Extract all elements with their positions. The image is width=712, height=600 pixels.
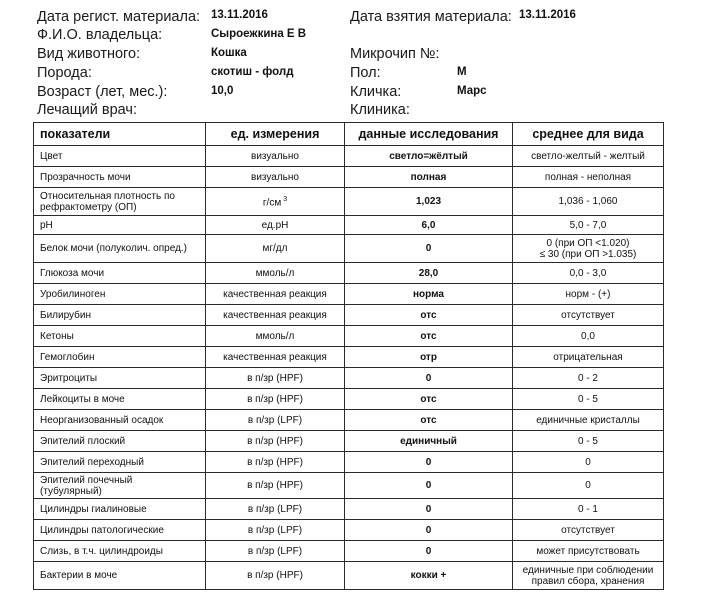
table-row <box>34 188 664 216</box>
table-row <box>34 410 664 431</box>
row-unit: в п/зр (HPF) <box>206 389 345 410</box>
table-row <box>34 284 664 305</box>
header-units: ед. измерения <box>206 123 345 146</box>
table-row <box>34 452 664 473</box>
row-value: светло=жёлтый <box>345 146 513 167</box>
breed-value: скотиш - фолд <box>211 66 294 78</box>
row-norm: 0 <box>513 452 664 473</box>
row-norm: отрицательная <box>513 347 664 368</box>
row-value: 0 <box>345 499 513 520</box>
row-value: 0 <box>345 452 513 473</box>
row-value: 0 <box>345 520 513 541</box>
table-row <box>34 326 664 347</box>
row-unit: качественная реакция <box>206 347 345 368</box>
row-unit: в п/зр (LPF) <box>206 410 345 431</box>
doctor-label: Лечащий врач: <box>37 102 137 118</box>
row-name: Бактерии в моче <box>34 562 206 590</box>
row-value: отр <box>345 347 513 368</box>
row-norm-line1: 0 (при ОП <1.020) <box>546 237 630 249</box>
row-name: Эритроциты <box>34 368 206 389</box>
sex-label: Пол: <box>350 65 381 81</box>
results-table <box>33 122 664 590</box>
row-name: Цилиндры патологические <box>34 520 206 541</box>
row-unit: мг/дл <box>206 235 345 263</box>
row-norm <box>513 562 664 590</box>
header-indicators: показатели <box>34 123 206 146</box>
table-header-row <box>34 123 664 146</box>
age-label: Возраст (лет, мес.): <box>37 84 168 100</box>
table-row <box>34 541 664 562</box>
row-value: отс <box>345 326 513 347</box>
row-value: 0 <box>345 368 513 389</box>
row-value: норма <box>345 284 513 305</box>
nickname-label: Кличка: <box>350 84 402 100</box>
row-unit: в п/зр (HPF) <box>206 452 345 473</box>
species-value: Кошка <box>211 47 247 59</box>
row-unit: в п/зр (LPF) <box>206 520 345 541</box>
row-unit: визуально <box>206 167 345 188</box>
header-species-norm: среднее для вида <box>513 123 664 146</box>
row-name: Относительная плотность по рефрактометру (ОП) <box>34 188 206 216</box>
owner-label: Ф.И.О. владельца: <box>37 27 163 43</box>
table-row <box>34 305 664 326</box>
reg-date-value: 13.11.2016 <box>211 9 268 21</box>
row-norm: отсутствует <box>513 520 664 541</box>
table-row <box>34 347 664 368</box>
row-name: Лейкоциты в моче <box>34 389 206 410</box>
row-value: единичный <box>345 431 513 452</box>
row-norm: 1,036 - 1,060 <box>513 188 664 216</box>
row-norm: может присутствовать <box>513 541 664 562</box>
row-name: Неорганизованный осадок <box>34 410 206 431</box>
row-value: 28,0 <box>345 263 513 284</box>
table-row <box>34 167 664 188</box>
table-row <box>34 520 664 541</box>
row-norm: 0 - 5 <box>513 431 664 452</box>
table-row <box>34 431 664 452</box>
row-norm <box>513 235 664 263</box>
row-name: Цилиндры гиалиновые <box>34 499 206 520</box>
row-unit-text: г/см <box>262 197 282 209</box>
row-unit: в п/зр (LPF) <box>206 541 345 562</box>
table-row <box>34 368 664 389</box>
row-norm: норм - (+) <box>513 284 664 305</box>
row-name: Белок мочи (полуколич. опред.) <box>34 235 206 263</box>
row-name: pH <box>34 216 206 235</box>
row-value: кокки + <box>345 562 513 590</box>
row-value: 0 <box>345 473 513 499</box>
row-name: Эпителий плоский <box>34 431 206 452</box>
clinic-label: Клиника: <box>350 102 410 118</box>
row-value: полная <box>345 167 513 188</box>
row-name <box>34 473 206 499</box>
row-unit: в п/зр (LPF) <box>206 499 345 520</box>
table-row <box>34 562 664 590</box>
row-norm: 0,0 <box>513 326 664 347</box>
table-row <box>34 389 664 410</box>
reg-date-label: Дата регист. материала: <box>37 9 201 25</box>
take-date-value: 13.11.2016 <box>519 9 576 21</box>
table-row <box>34 263 664 284</box>
row-norm-line2: ≤ 30 (при ОП >1.035) <box>539 248 637 260</box>
row-value: отс <box>345 305 513 326</box>
row-unit: в п/зр (HPF) <box>206 562 345 590</box>
row-norm: единичные кристаллы <box>513 410 664 431</box>
row-name: Эпителий переходный <box>34 452 206 473</box>
row-name-line2: (тубулярный) <box>40 485 102 497</box>
row-unit <box>206 188 345 216</box>
row-unit: в п/зр (HPF) <box>206 368 345 389</box>
row-norm: 0 - 2 <box>513 368 664 389</box>
take-date-label: Дата взятия материала: <box>350 9 512 25</box>
row-value: 1,023 <box>345 188 513 216</box>
row-unit: визуально <box>206 146 345 167</box>
table-row <box>34 235 664 263</box>
row-norm: 0 - 5 <box>513 389 664 410</box>
row-value: 6,0 <box>345 216 513 235</box>
row-unit: качественная реакция <box>206 305 345 326</box>
row-norm: 0 - 1 <box>513 499 664 520</box>
owner-value: Сыроежкина Е В <box>211 28 307 40</box>
table-row <box>34 499 664 520</box>
row-norm-line2: правил сбора, хранения <box>531 575 645 587</box>
row-value: 0 <box>345 541 513 562</box>
row-name: Глюкоза мочи <box>34 263 206 284</box>
header-results: данные исследования <box>345 123 513 146</box>
row-norm: 0 <box>513 473 664 499</box>
table-row <box>34 146 664 167</box>
row-norm: светло-желтый - желтый <box>513 146 664 167</box>
sex-value: М <box>457 66 467 78</box>
row-unit: в п/зр (HPF) <box>206 431 345 452</box>
row-name: Кетоны <box>34 326 206 347</box>
row-unit: ммоль/л <box>206 263 345 284</box>
row-value: отс <box>345 410 513 431</box>
row-name: Цвет <box>34 146 206 167</box>
chip-label: Микрочип №: <box>350 46 440 62</box>
row-unit: в п/зр (HPF) <box>206 473 345 499</box>
row-name-line1: Эпителий почечный <box>40 474 133 486</box>
age-value: 10,0 <box>211 85 234 97</box>
nickname-value: Марс <box>457 85 487 97</box>
row-name: Слизь, в т.ч. цилиндроиды <box>34 541 206 562</box>
table-row <box>34 473 664 499</box>
row-name: Билирубин <box>34 305 206 326</box>
species-label: Вид животного: <box>37 46 141 62</box>
row-value: отс <box>345 389 513 410</box>
row-unit: качественная реакция <box>206 284 345 305</box>
row-norm-line1: единичные при соблюдении <box>522 564 654 576</box>
row-norm: отсутствует <box>513 305 664 326</box>
row-unit: ед.pH <box>206 216 345 235</box>
breed-label: Порода: <box>37 65 92 81</box>
row-norm: 5,0 - 7,0 <box>513 216 664 235</box>
row-unit-superscript: 3 <box>283 196 288 204</box>
row-unit: ммоль/л <box>206 326 345 347</box>
row-name: Прозрачность мочи <box>34 167 206 188</box>
row-name: Уробилиноген <box>34 284 206 305</box>
row-norm: полная - неполная <box>513 167 664 188</box>
row-name: Гемоглобин <box>34 347 206 368</box>
row-norm: 0,0 - 3,0 <box>513 263 664 284</box>
row-value: 0 <box>345 235 513 263</box>
table-row <box>34 216 664 235</box>
